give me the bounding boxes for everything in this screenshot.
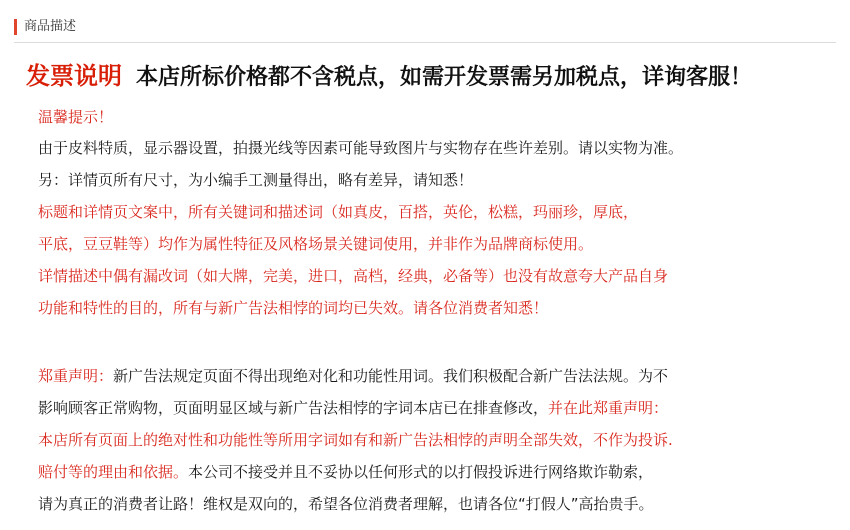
statement-line-4 bbox=[38, 461, 653, 483]
statement-label: 郑重声明： bbox=[38, 367, 114, 385]
statement-line-2-text: 影响顾客正常购物，页面明显区域与新广告法相悖的字词本店已在排查修改， bbox=[38, 399, 549, 417]
statement-line-1 bbox=[38, 365, 668, 387]
notice-line-2: 另：详情页所有尺寸，为小编手工测量得出，略有差异，请知悉！ bbox=[38, 171, 474, 189]
invoice-text: 本店所标价格都不含税点，如需开发票需另加税点，详询客服！ bbox=[136, 64, 753, 90]
statement-line-2 bbox=[38, 397, 668, 419]
statement-line-2-highlight: 并在此郑重声明： bbox=[548, 399, 669, 417]
section-header bbox=[14, 16, 836, 43]
section-title: 商品描述 bbox=[24, 19, 77, 34]
notice-line-4: 平底，豆豆鞋等）均作为属性特征及风格场景关键词使用，并非作为品牌商标使用。 bbox=[38, 235, 594, 253]
notice-line-1: 由于皮料特质，显示器设置，拍摄光线等因素可能导致图片与实物存在些许差别。请以实物为准。 bbox=[38, 139, 684, 157]
notice-line-6: 功能和特性的目的，所有与新广告法相悖的词均已失效。请各位消费者知悉！ bbox=[38, 299, 549, 317]
statement-line-4-highlight: 赔付等的理由和依据。 bbox=[38, 463, 189, 481]
notice-line-5: 详情描述中偶有漏改词（如大牌，完美，进口，高档，经典，必备等）也没有故意夸大产品自身 bbox=[38, 267, 669, 285]
statement-line-1-text: 新广告法规定页面不得出现绝对化和功能性用词。我们积极配合新广告法法规。为不 bbox=[113, 367, 669, 385]
section-accent-bar bbox=[14, 19, 17, 35]
invoice-banner bbox=[26, 58, 752, 94]
invoice-label: 发票说明 bbox=[26, 61, 122, 90]
statement-line-3: 本店所有页面上的绝对性和功能性等所用字词如有和新广告法相悖的声明全部失效，不作为投诉. bbox=[38, 431, 673, 449]
statement-line-4-text: 本公司不接受并且不妥协以任何形式的以打假投诉进行网络欺诈勒索， bbox=[188, 463, 654, 481]
statement-line-5: 请为真正的消费者让路！维权是双向的，希望各位消费者理解，也请各位“打假人”高抬贵手。 bbox=[38, 495, 654, 513]
notice-line-3: 标题和详情页文案中，所有关键词和描述词（如真皮，百搭，英伦，松糕，玛丽珍，厚底， bbox=[38, 203, 639, 221]
notice-title: 温馨提示！ bbox=[38, 108, 114, 126]
